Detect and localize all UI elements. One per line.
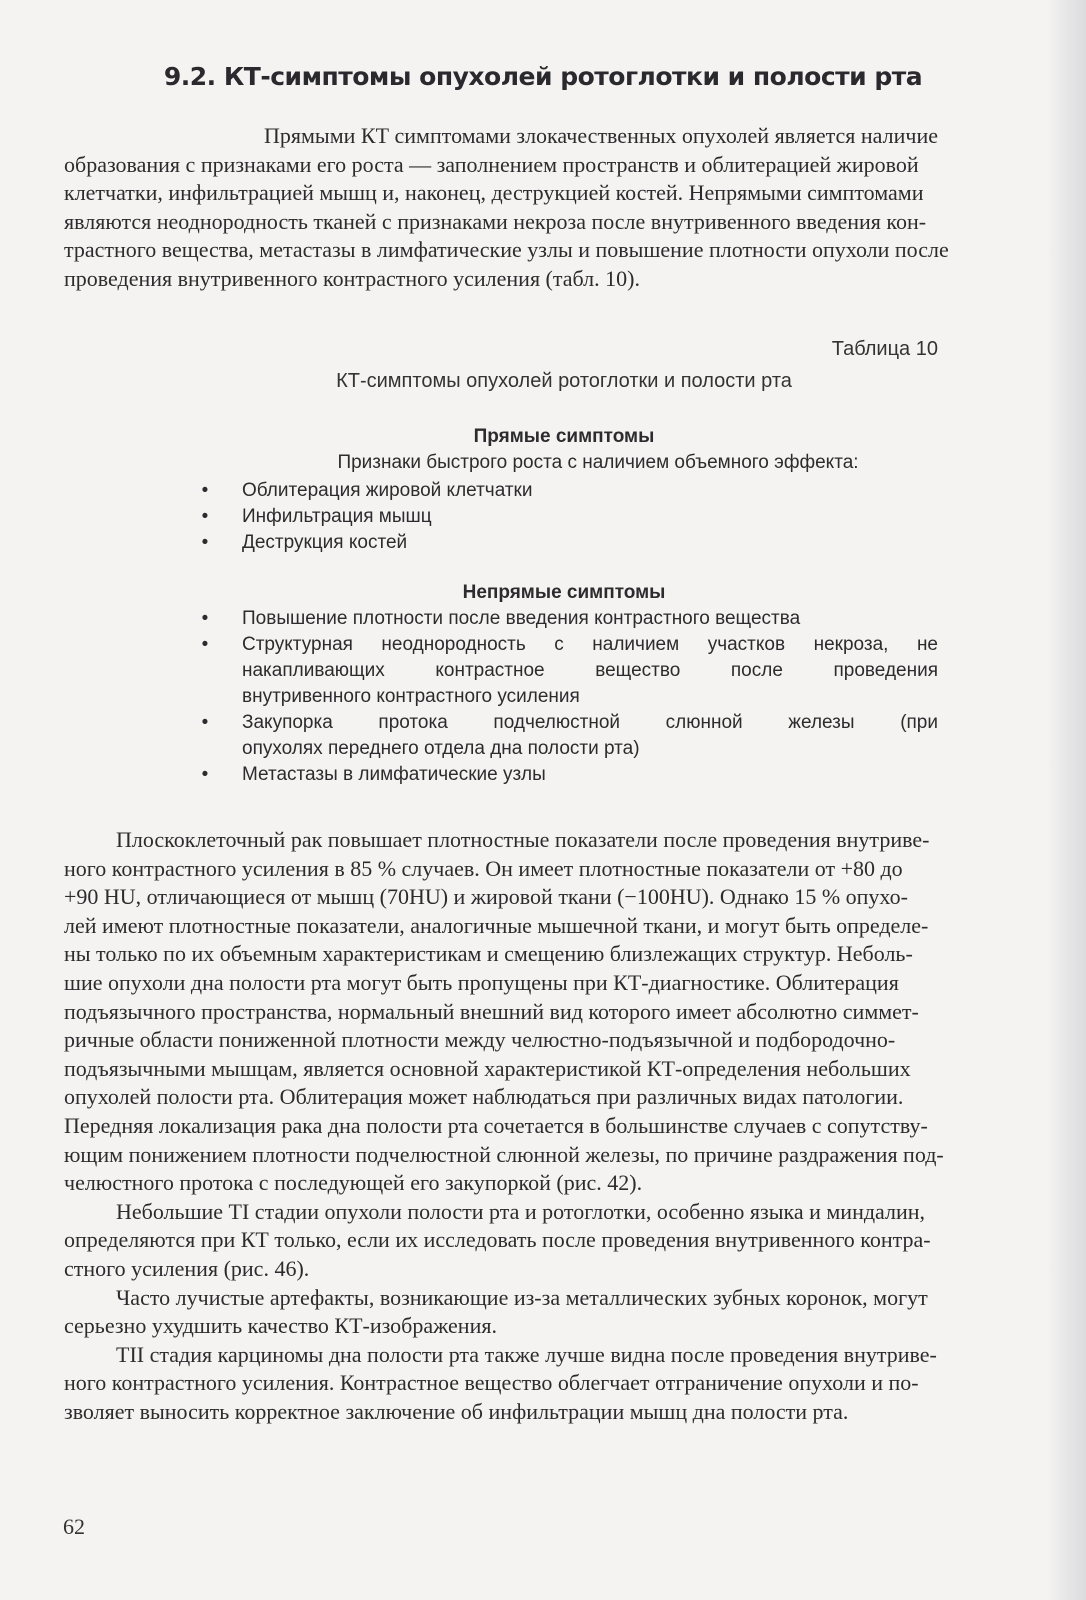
direct-symptom-item: [198, 504, 938, 530]
body-line: Плоскоклеточный рак повышает плотностные показатели после проведения внутриве-: [116, 827, 930, 852]
indirect-symptom-text: Метастазы в лимфатические узлы: [242, 764, 546, 785]
bullet-icon: •: [201, 506, 209, 527]
bullet-icon: •: [201, 712, 209, 733]
intro-line: Прямыми КТ симптомами злокачественных опухолей является наличие: [264, 123, 938, 148]
bullet-icon: •: [201, 480, 209, 501]
indirect-symptom-item: [198, 632, 938, 710]
direct-symptom-text: Инфильтрация мышц: [242, 506, 432, 527]
direct-symptom-text: Облитерация жировой клетчатки: [242, 480, 533, 501]
table-number: Таблица 10: [831, 338, 938, 360]
indirect-symptom-text: Структурная неоднородность с наличием участков некроза, не: [242, 634, 938, 655]
body-line: определяются при КТ только, если их исследовать после проведения внутривенного контра-: [64, 1227, 931, 1253]
body-line: +90 HU, отличающиеся от мышц (70HU) и жировой ткани (−100HU). Однако 15 % опухо-: [64, 884, 908, 910]
intro-line: являются неоднородность тканей с признаками некроза после внутривенного введения кон-: [64, 208, 927, 234]
body-line: ющим понижением плотности подчелюстной слюнной железы, по причине раздражения под-: [64, 1141, 944, 1167]
body-text: [64, 826, 1074, 1426]
direct-symptom-text: Деструкция костей: [242, 532, 408, 553]
body-line: ны только по их объемным характеристикам и смещению близлежащих структур. Неболь-: [64, 941, 913, 967]
table-caption: КТ-симптомы опухолей ротоглотки и полости рта: [336, 370, 792, 392]
intro-line: проведения внутривенного контрастного усиления (табл. 10).: [64, 265, 640, 291]
section-title: 9.2. КТ-симптомы опухолей ротоглотки и полости рта: [163, 62, 923, 91]
body-line: TII стадия карциномы дна полости рта также лучше видна после проведения внутриве-: [116, 1341, 937, 1367]
indirect-symptom-text: внутривенного контрастного усиления: [242, 686, 580, 707]
body-line: ричные области пониженной плотности между челюстно-подъязычной и подбородочно-: [64, 1027, 896, 1053]
body-line: Передняя локализация рака дна полости рта сочетается в большинстве случаев с сопутству-: [64, 1112, 928, 1138]
direct-symptoms-heading: Прямые симптомы: [473, 426, 655, 447]
indirect-symptom-text: опухолях переднего отдела дна полости рта): [242, 738, 640, 759]
body-line: ного контрастного усиления в 85 % случаев. Он имеет плотностные показатели от +80 до: [64, 855, 903, 881]
intro-paragraph: [64, 122, 1074, 294]
indirect-symptom-text: Повышение плотности после введения контрастного вещества: [242, 608, 801, 629]
intro-line: клетчатки, инфильтрацией мышц и, наконец, деструкцией костей. Непрямыми симптомами: [64, 180, 924, 206]
intro-line: образования с признаками его роста — заполнением пространств и облитерацией жировой: [64, 151, 919, 177]
direct-symptom-item: [198, 478, 938, 504]
direct-symptom-item: [198, 530, 938, 556]
bullet-icon: •: [201, 634, 209, 655]
direct-symptoms-list: [198, 478, 938, 556]
body-line: зволяет выносить корректное заключение об инфильтрации мышц дна полости рта.: [64, 1398, 849, 1424]
bullet-icon: •: [201, 608, 209, 629]
body-line: серьезно ухудшить качество КТ-изображения.: [64, 1313, 497, 1339]
body-line: челюстного протока с последующей его закупоркой (рис. 42).: [64, 1170, 643, 1196]
body-line: опухолей полости рта. Облитерация может наблюдаться при различных видах патологии.: [64, 1084, 904, 1110]
body-line: шие опухоли дна полости рта могут быть пропущены при КТ-диагностике. Облитерация: [64, 969, 899, 995]
body-line: стного усиления (рис. 46).: [64, 1255, 310, 1281]
body-line: подъязычными мышцам, является основной характеристикой КТ-определения небольших: [64, 1055, 911, 1081]
direct-symptoms-intro: Признаки быстрого роста с наличием объемного эффекта:: [337, 452, 859, 473]
body-line: лей имеют плотностные показатели, аналогичные мышечной ткани, и могут быть определе-: [64, 912, 929, 938]
indirect-symptom-text: накапливающих контрастное вещество после проведения: [242, 660, 938, 681]
body-line: ного контрастного усиления. Контрастное вещество облегчает отграничение опухоли и по-: [64, 1370, 919, 1396]
indirect-symptom-item: [198, 762, 938, 788]
indirect-symptoms-list: [198, 606, 938, 788]
indirect-symptom-item: [198, 606, 938, 632]
body-line: Часто лучистые артефакты, возникающие из-за металлических зубных коронок, могут: [116, 1284, 928, 1310]
indirect-symptom-text: Закупорка протока подчелюстной слюнной железы (при: [242, 712, 938, 733]
page-number: 62: [63, 1514, 85, 1539]
intro-line: трастного вещества, метастазы в лимфатические узлы и повышение плотности опухоли после: [64, 237, 949, 263]
bullet-icon: •: [201, 764, 209, 785]
body-line: подъязычного пространства, нормальный внешний вид которого имеет абсолютно симмет-: [64, 998, 919, 1024]
bullet-icon: •: [201, 532, 209, 553]
body-line: Небольшие TI стадии опухоли полости рта и ротоглотки, особенно языка и миндалин,: [116, 1198, 926, 1224]
indirect-symptom-item: [198, 710, 938, 762]
indirect-symptoms-heading: Непрямые симптомы: [462, 582, 666, 603]
